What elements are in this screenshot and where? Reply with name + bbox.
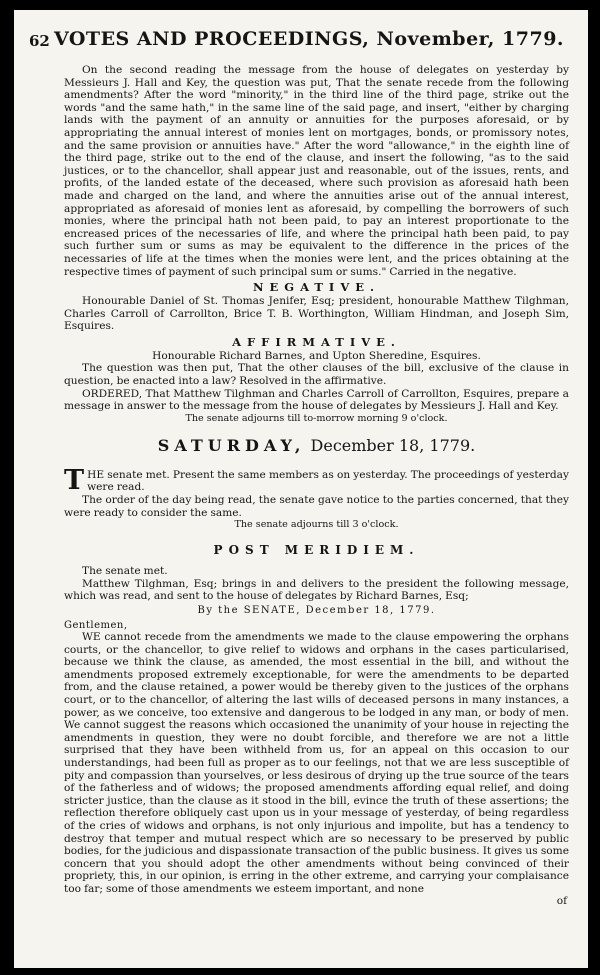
order-of-day-paragraph: The order of the day being read, the senate gave notice to the parties concerned, that they were ready to consider the same. <box>64 494 569 519</box>
senate-met-pm: The senate met. <box>82 565 168 578</box>
senate-message-body: WE cannot recede from the amendments we made to the clause empowering the orphans courts, or the chancellor, to give relief to widows and orphans in the cases particularised, because we think the clause, as amended, the most essential in the bill, and without the amendments proposed extremely exceptionable, for were the amendments to be departed from, and the clause retained, a power would be thereby given to the justices of the orphans court, or to the chancellor, of altering the last wills of deceased persons in many instances, a power, as we conceive, too extensive and dangerous to be lodged in any man, or body of men. We cannot suggest the reasons which occasioned the unanimity of your house in rejecting the amendments in question, they were no doubt forcible, and therefore we are not a little surprised that they have been withheld from us, for an appeal on this occasion to our understandings, had been full as proper as to our feelings, not that we are less susceptible of pity and compassion than yourselves, or less desirous of drying up the true source of the tears of the fatherless and of widows; the proposed amendments affording equal relief, and doing stricter justice, than the clause as it stood in the bill, evince the truth of these assertions; the reflection therefore obliquely cast upon us in your message of yesterday, of being regardless of the cries of widows and orphans, is not only injurious and impolite, but has a tendency to destroy that temper and mutual respect which are so necessary to be preserved by public bodies, for the judicious and dispassionate transaction of the public business. It gives us some concern that you should adopt the other amendments without being convinced of their propriety, this, in our opinion, is erring in the other extreme, and carrying your complaisance too far; some of those amendments we esteem important, and none <box>64 631 569 895</box>
page-header <box>29 14 569 64</box>
document-page <box>14 10 588 968</box>
day-name: SATURDAY, <box>157 435 306 455</box>
negative-heading: NEGATIVE. <box>252 280 381 295</box>
salutation: Gentlemen, <box>64 620 128 631</box>
negative-names: Honourable Daniel of St. Thomas Jenifer, Esq; president, honourable Matthew Tilghman, Charles Carroll of Carrollton, Brice T. B. Worthington, William Hindman, and Joseph Sim, Esquires. <box>64 295 569 333</box>
senate-met-text: HE senate met. Present the same members as on yesterday. The proceedings of yesterday were read. <box>87 468 569 494</box>
by-senate-line: By the SENATE, December 18, 1779. <box>197 605 436 616</box>
date-heading <box>64 437 569 455</box>
page-content <box>29 14 569 908</box>
senate-met-paragraph <box>64 464 569 496</box>
page-number: 62 <box>29 32 50 50</box>
reading-paragraph: On the second reading the message from the house of delegates on yesterday by Messieurs J. Hall and Key, the question was put, That the senate recede from the following amendments? After the word "minority," in the third line of the third page, strike out the words "and the same hath," in the same line of the said page, and insert, "either by charging lands with the payment of an annuity or annuities for the purposes aforesaid, or by appropriating the annual interest of monies lent on mortgages, bonds, or promissory notes, and the same provision or annuities have." After the word "allowance," in the eighth line of the third page, strike out to the end of the clause, and insert the following, "as to the said justices, or to the chancellor, shall appear just and reasonable, out of the issues, rents, and profits, of the landed estate of the deceased, where such provision as aforesaid hath been made and charged on the land, and where the annuities arise out of the annual interest, appropriated as aforesaid of monies lent as aforesaid, by compelling the borrowers of such monies, where the principal hath not been paid, to pay an interest proportionate to the encreased prices of the necessaries of life, and where the principal hath been paid, to pay such further sum or sums as may be equivalent to the difference in the prices of the necessaries of life at the times when the monies were lent, and the prices obtaining at the respective times of payment of such principal sum or sums." Carried in the negative. <box>64 64 569 278</box>
message-delivery-paragraph: Matthew Tilghman, Esq; brings in and delivers to the president the following message, which was read, and sent to the house of delegates by Richard Barnes, Esq; <box>64 577 569 603</box>
adjournment-note: The senate adjourns till to-morrow morning 9 o'clock. <box>185 412 448 424</box>
question-paragraph: The question was then put, That the other clauses of the bill, exclusive of the clause in question, be enacted into a law? Resolved in the affirmative. <box>64 362 569 388</box>
affirmative-names: Honourable Richard Barnes, and Upton Sheredine, Esquires. <box>152 349 481 362</box>
post-meridiem-heading: POST MERIDIEM. <box>213 543 420 558</box>
running-title: VOTES AND PROCEEDINGS, November, 1779. <box>53 28 565 50</box>
day-date: December 18, 1779. <box>310 435 476 455</box>
ordered-paragraph: ORDERED, That Matthew Tilghman and Charles Carroll of Carrollton, Esquires, prepare a message in answer to the message from the house of delegates by Messieurs J. Hall and Key. <box>64 387 569 413</box>
affirmative-heading: AFFIRMATIVE. <box>232 334 401 349</box>
drop-cap: T <box>64 464 85 496</box>
catchword: of <box>556 895 567 908</box>
adjournment-note-2: The senate adjourns till 3 o'clock. <box>234 519 399 531</box>
